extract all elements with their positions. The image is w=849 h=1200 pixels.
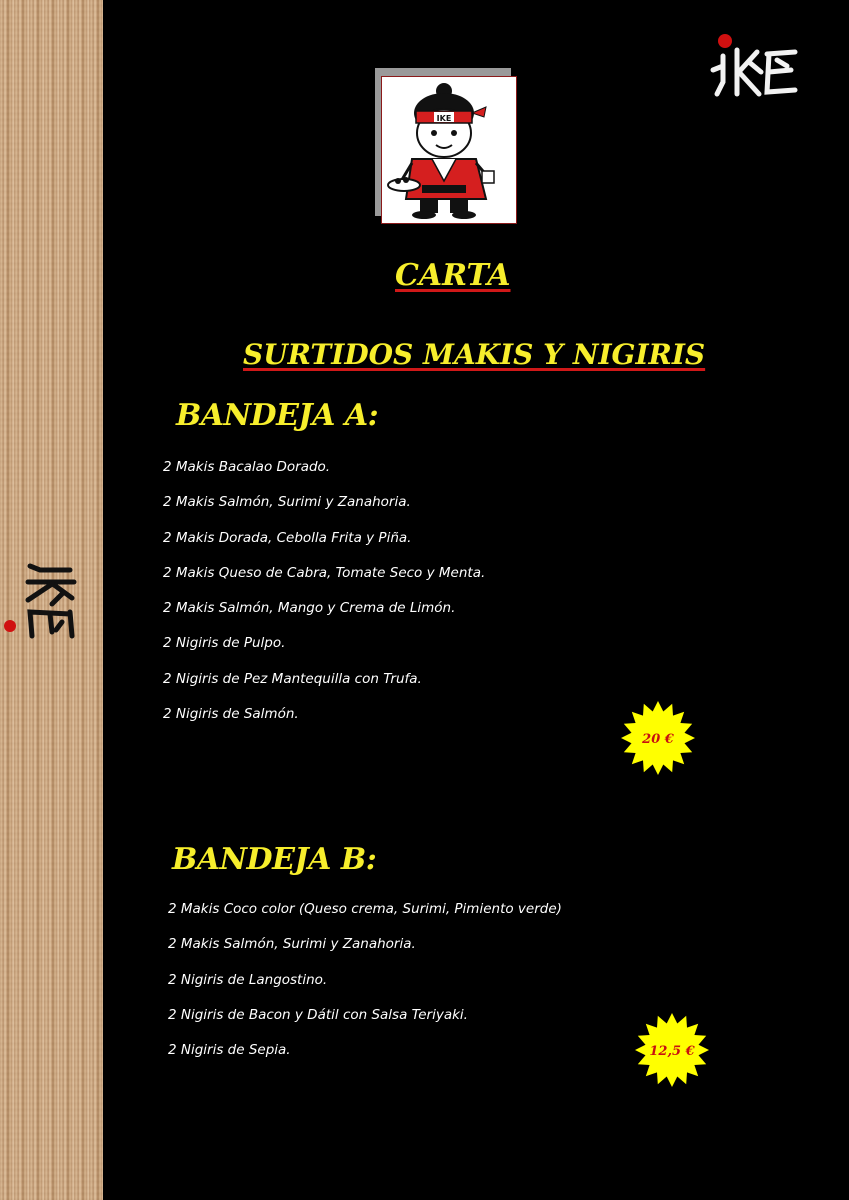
list-item: 2 Makis Salmón, Surimi y Zanahoria. (163, 494, 411, 511)
list-item: 2 Nigiris de Bacon y Dátil con Salsa Teriyaki. (168, 1006, 468, 1023)
list-item: 2 Makis Salmón, Surimi y Zanahoria. (168, 936, 416, 953)
list-item: 2 Makis Dorada, Cebolla Frita y Piña. (163, 529, 412, 546)
mascot-image (375, 68, 519, 226)
tray-a-title: BANDEJA A: (176, 398, 379, 433)
list-item: 2 Nigiris de Pulpo. (163, 635, 286, 652)
tray-a-items (163, 458, 485, 740)
mascot-box (381, 76, 517, 224)
price-badge-b (634, 1012, 710, 1088)
list-item: 2 Makis Coco color (Queso crema, Surimi, Pimiento verde) (168, 901, 562, 917)
vertical-logo (2, 560, 82, 640)
list-item: 2 Makis Bacalao Dorado. (163, 459, 331, 475)
price-a: 20 € (642, 732, 674, 747)
list-item: 2 Makis Queso de Cabra, Tomate Seco y Menta. (163, 564, 486, 581)
list-item: 2 Nigiris de Langostino. (168, 971, 328, 988)
tray-b-items (168, 900, 562, 1076)
mascot-headband-text: IKE (436, 114, 452, 123)
price-badge-a (620, 700, 696, 776)
list-item: 2 Makis Salmón, Mango y Crema de Limón. (163, 600, 456, 617)
list-item: 2 Nigiris de Salmón. (163, 706, 299, 723)
list-item: 2 Nigiris de Sepia. (168, 1042, 291, 1059)
menu-title: CARTA (395, 258, 511, 293)
mascot-illustration (382, 77, 516, 223)
list-item: 2 Nigiris de Pez Mantequilla con Trufa. (163, 670, 422, 687)
section-title: SURTIDOS MAKIS Y NIGIRIS (243, 338, 706, 371)
price-b: 12,5 € (649, 1044, 695, 1059)
brand-logo (705, 32, 801, 102)
tray-b-title: BANDEJA B: (172, 842, 377, 877)
